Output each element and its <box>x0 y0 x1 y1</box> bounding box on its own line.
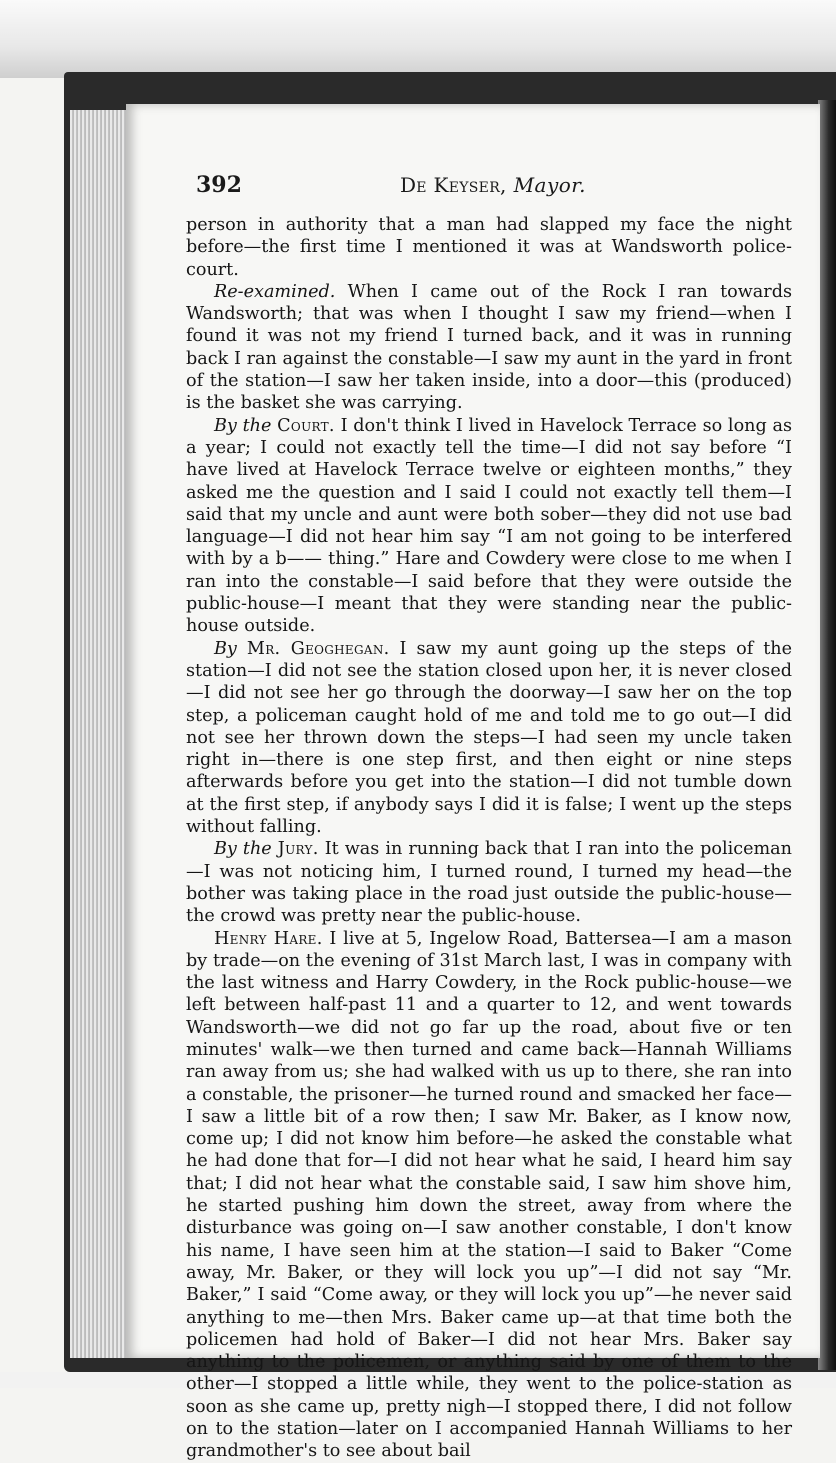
paragraph-lead: By the <box>214 415 272 436</box>
running-title-name: De Keyser, <box>399 173 507 197</box>
paragraph <box>186 214 792 281</box>
running-title-role: Mayor. <box>513 173 587 197</box>
scanner-background <box>0 0 836 78</box>
paragraph-text: I live at 5, Ingelow Road, Battersea—I am a mason by trade—on the evening of 31st March last, I was in company with the last witness and Harry Cowdery, in the Rock public-house—we left between half-past 11 and a quarter to 12, and went towards Wandsworth—we did not go far up the road, about five or ten minutes' walk—we then turned and came back—Hannah Williams ran away from us; she had walked with us up to there, she ran into a constable, the prisoner—he turned round and smacked her face—I saw a little bit of a row then; I saw Mr. Baker, as I know now, come up; I did not know him before—he asked the constable what he had done that for—I did not hear what he said, I heard him say that; I did not hear what the constable said, I saw him shove him, he started pushing him down the street, away from where the disturbance was going on—I saw another constable, I don't know his name, I have seen him at the station—I said to Baker “Come away, Mr. Baker, or they will lock you up”—I did not say “Mr. Baker,” I said “Come away, or they will lock you up”—he never said anything to me—then Mrs. Baker came up—at that time both the policemen had hold of Baker—I did not hear Mrs. Baker say anything to the policemen, or anything said by one of them to the other—I stopped a little while, they went to the police-station as soon as she came up, pretty nigh—I stopped there, I did not follow on to the station—later on I accompanied Hannah Williams to her grandmother's to see about bail <box>186 928 793 1462</box>
paragraph-text: When I came out of the Rock I ran towards Wandsworth; that was when I thought I saw my friend—when I found it was not my friend I turned back, and it was in running back I ran against the constable—I saw my aunt in the yard in front of the station—I saw her taken inside, into a door—this (produced) is the basket she was carrying. <box>186 281 792 414</box>
body-text <box>186 214 792 1463</box>
paragraph <box>186 638 792 839</box>
paragraph-lead-caps: Jury. <box>277 839 319 860</box>
paragraph-text: person in authority that a man had slapped my face the night before—the first time I mentioned it was at Wandsworth police-court. <box>186 215 792 280</box>
paragraph <box>186 928 792 1463</box>
paragraph-lead: By the <box>214 839 272 860</box>
paragraph-lead-caps: Henry Hare. <box>214 928 323 949</box>
paragraph <box>186 838 792 927</box>
paragraph-text: I don't think I lived in Havelock Terrace so long as a year; I could not exactly tell the time—I did not say before “I have lived at Havelock Terrace twelve or eighteen months,” they asked me the question and I said I could not exactly tell them—I said that my uncle and aunt were both sober—they did not use bad language—I did not hear him say “I am not going to be interfered with by a b—— thing.” Hare and Cowdery were close to me when I ran into the constable—I said before that they were outside the public-house—I meant that they were standing near the public-house outside. <box>186 415 793 637</box>
paragraph-lead-caps: Mr. Geoghegan. <box>246 638 390 659</box>
page-number: 392 <box>196 172 242 198</box>
book-right-edge <box>818 100 836 1370</box>
running-title <box>196 173 790 197</box>
paragraph <box>186 281 792 415</box>
page-edges <box>70 110 128 1358</box>
paragraph-text: I saw my aunt going up the steps of the station—I did not see the station closed upon her, it is never closed—I did not see her go through the doorway—I saw her on the top step, a policeman caught hold of me and told me to go out—I did not see her thrown down the steps—I had seen my uncle taken right in—there is one step first, and then eight or nine steps afterwards before you get into the station—I did not tumble down at the first step, if anybody says I did it is false; I went up the steps without falling. <box>186 638 793 838</box>
page-header <box>196 170 790 200</box>
paragraph-text: It was in running back that I ran into the policeman—I was not noticing him, I turned round, I turned my head—the bother was taking place in the road just outside the public-house—the crowd was pretty near the public-house. <box>186 839 793 927</box>
paragraph-lead: By <box>214 638 237 659</box>
paragraph-lead-caps: Court. <box>277 415 335 436</box>
paragraph-lead: Re-examined. <box>214 281 336 302</box>
paragraph <box>186 415 792 638</box>
